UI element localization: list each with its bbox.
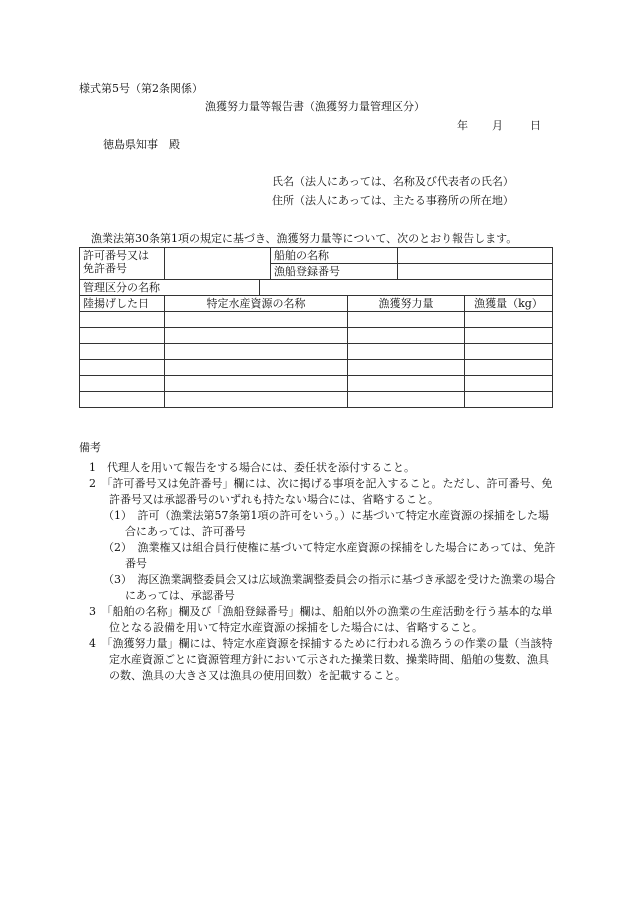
date-month: 月 bbox=[492, 119, 503, 132]
vessel-name-label: 船舶の名称 bbox=[271, 248, 398, 264]
catch-cell[interactable] bbox=[465, 376, 553, 391]
resource-name-cell[interactable] bbox=[165, 360, 348, 376]
vessel-reg-cell[interactable] bbox=[398, 264, 553, 280]
col-header-resource: 特定水産資源の名称 bbox=[165, 296, 348, 312]
page-title: 漁獲努力量等報告書（漁獲努力量管理区分） bbox=[205, 100, 425, 113]
effort-catch-split bbox=[348, 360, 553, 376]
effort-catch-split bbox=[348, 392, 553, 408]
effort-cell[interactable] bbox=[348, 344, 465, 359]
landing-date-cell[interactable] bbox=[80, 328, 165, 344]
col-header-catch: 漁獲量（kg） bbox=[474, 297, 543, 310]
note-item-1: 1 代理人を用いて報告をする場合には、委任状を添付すること。 bbox=[89, 461, 415, 474]
addressee: 徳島県知事 殿 bbox=[103, 138, 180, 151]
blank-rows bbox=[80, 312, 553, 408]
permit-number-cell[interactable] bbox=[165, 248, 271, 280]
landing-date-cell[interactable] bbox=[80, 392, 165, 408]
effort-catch-split bbox=[348, 328, 553, 344]
report-table bbox=[79, 247, 553, 408]
effort-cell[interactable] bbox=[348, 376, 465, 391]
date-year: 年 bbox=[457, 119, 468, 132]
resource-name-cell[interactable] bbox=[165, 344, 348, 360]
table-row bbox=[80, 360, 553, 376]
catch-cell[interactable] bbox=[465, 312, 553, 327]
effort-cell[interactable] bbox=[348, 312, 465, 327]
permit-label-cell bbox=[80, 248, 165, 280]
notes-section bbox=[79, 440, 559, 684]
applicant-name-label: 氏名（法人にあっては、名称及び代表者の氏名） bbox=[272, 175, 514, 188]
landing-date-cell[interactable] bbox=[80, 344, 165, 360]
note-item-2: 2 「許可番号又は免許番号」欄には、次に掲げる事項を記入すること。ただし、許可番号、免許番号又は承認番号のいずれも持たない場合には、省略すること。 bbox=[89, 477, 553, 506]
catch-cell[interactable] bbox=[465, 328, 553, 343]
resource-name-cell[interactable] bbox=[165, 392, 348, 408]
landing-date-cell[interactable] bbox=[80, 312, 165, 328]
effort-cell[interactable] bbox=[348, 392, 465, 407]
permit-label-line1: 許可番号又は bbox=[83, 249, 149, 262]
col-header-landing-date: 陸揚げした日 bbox=[80, 296, 165, 312]
table-row bbox=[80, 376, 553, 392]
note-item-3: 3 「船舶の名称」欄及び「漁船登録番号」欄は、船舶以外の漁業の生産活動を行う基本的な単位となる設備を用いて特定水産資源の採捕をした場合には、省略すること。 bbox=[89, 605, 553, 634]
note-subitem-1: （1） 許可（漁業法第57条第1項の許可をいう。）に基づいて特定水産資源の採捕をした場合にあっては、許可番号 bbox=[103, 509, 549, 538]
permit-label-line2: 免許番号 bbox=[83, 262, 127, 275]
effort-cell[interactable] bbox=[348, 328, 465, 343]
table-row-permit-vessel bbox=[80, 248, 553, 264]
landing-date-cell[interactable] bbox=[80, 376, 165, 392]
catch-cell[interactable] bbox=[465, 392, 553, 407]
form-number: 様式第5号（第2条関係） bbox=[79, 82, 203, 95]
table-header-row bbox=[80, 296, 553, 312]
table-row bbox=[80, 312, 553, 328]
col-header-effort: 漁獲努力量 bbox=[348, 296, 465, 311]
col-header-split bbox=[348, 296, 553, 312]
mgmt-cell[interactable] bbox=[260, 280, 553, 296]
table-row-mgmt bbox=[80, 280, 553, 296]
resource-name-cell[interactable] bbox=[165, 312, 348, 328]
vessel-reg-label: 漁船登録番号 bbox=[271, 264, 398, 280]
effort-cell[interactable] bbox=[348, 360, 465, 375]
effort-catch-split bbox=[348, 312, 553, 328]
effort-catch-split bbox=[348, 344, 553, 360]
date-day: 日 bbox=[530, 119, 541, 132]
effort-catch-split bbox=[348, 376, 553, 392]
note-item-4: 4 「漁獲努力量」欄には、特定水産資源を採捕するために行われる漁ろうの作業の量（当該特定水産資源ごとに資源管理方針において示された操業日数、操業時間、船舶の隻数、漁具の数、漁具の大きさ又は漁具の使用回数）を記載すること。 bbox=[89, 637, 553, 682]
applicant-address-label: 住所（法人にあっては、主たる事務所の所在地） bbox=[272, 194, 514, 207]
landing-date-cell[interactable] bbox=[80, 360, 165, 376]
resource-name-cell[interactable] bbox=[165, 328, 348, 344]
catch-cell[interactable] bbox=[465, 344, 553, 359]
intro-text: 漁業法第30条第1項の規定に基づき、漁獲努力量等について、次のとおり報告します。 bbox=[91, 232, 518, 245]
table-row bbox=[80, 344, 553, 360]
table-row bbox=[80, 392, 553, 408]
notes-heading: 備考 bbox=[79, 441, 101, 454]
catch-cell[interactable] bbox=[465, 360, 553, 375]
mgmt-label: 管理区分の名称 bbox=[80, 280, 260, 296]
note-subitem-3: （3） 海区漁業調整委員会又は広域漁業調整委員会の指示に基づき承認を受けた漁業の場合にあっては、承認番号 bbox=[103, 573, 556, 602]
vessel-name-cell[interactable] bbox=[398, 248, 553, 264]
note-subitem-2: （2） 漁業権又は組合員行使権に基づいて特定水産資源の採捕をした場合にあっては、免許番号 bbox=[103, 541, 556, 570]
table-row bbox=[80, 328, 553, 344]
resource-name-cell[interactable] bbox=[165, 376, 348, 392]
